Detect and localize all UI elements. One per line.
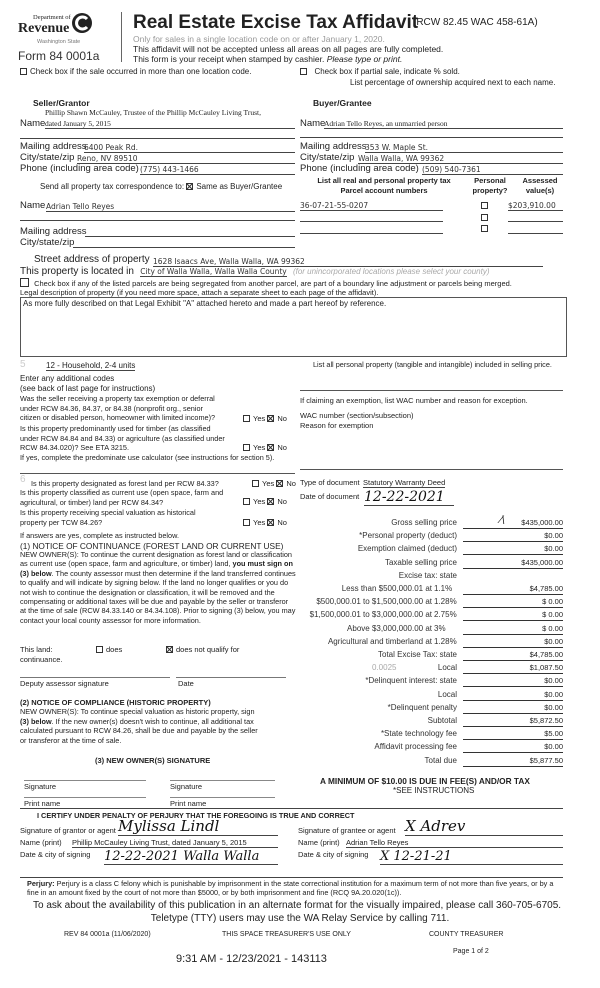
located-label: This property is located in xyxy=(20,266,134,277)
perjury-notice: Perjury: Perjury is a class C felony which is punishable by imprisonment in the state correctional institution for a maximum term of not more than five years, or by a fine in an amount fixed by the court of not more than $5000, or by both imprisonment and fine (RCQ 9A.20.020(1c)). xyxy=(27,879,554,897)
this-land-label: This land: xyxy=(20,645,53,654)
grantee-date-field[interactable]: X 12-21-21 xyxy=(380,849,563,865)
local-rate: 0.0025 xyxy=(372,663,397,673)
historic-question: Is this property receiving special valuation as historical property per TCW 84.26? xyxy=(20,508,196,527)
assessed-value[interactable]: $203,910.00 xyxy=(508,201,563,211)
current-use-question: Is this property classified as current use (open space, farm and agricultural, or timber) land per RCW 84.34? xyxy=(20,488,224,507)
does-checkbox[interactable]: does xyxy=(96,645,122,654)
tax-row-value[interactable]: $ 0.00 xyxy=(463,610,563,621)
street-label: Street address of property xyxy=(34,254,150,265)
deputy-signature-line[interactable] xyxy=(20,677,170,678)
tax-row-label: Local xyxy=(437,689,457,699)
same-as-buyer-checkbox[interactable] xyxy=(186,183,193,190)
doc-type-label: Type of document xyxy=(300,478,360,487)
seller-mailing-label: Mailing address xyxy=(20,141,87,152)
tax-row-label: Total due xyxy=(424,755,457,765)
tax-row-label: Less than $500,000.01 at xyxy=(341,584,432,593)
header-line-1: Only for sales in a single location code on or after January 1, 2020. xyxy=(133,34,385,44)
seller-heading: Seller/Grantor xyxy=(33,98,90,108)
located-row xyxy=(20,266,490,277)
seller-mailing-field[interactable]: 6400 Peak Rd. xyxy=(84,143,295,153)
located-field[interactable]: City of Walla Walla, Walla Walla County xyxy=(140,267,287,276)
street-field[interactable]: 1628 Isaacs Ave, Walla Walla, WA 99362 xyxy=(153,257,543,267)
buyer-name-field[interactable]: Adrian Tello Reyes, an unmarried person xyxy=(324,119,563,129)
rev-number: REV 84 0001a (11/06/2020) xyxy=(64,931,151,938)
additional-codes-label: Enter any additional codes xyxy=(20,374,115,383)
recording-stamp: 9:31 AM - 12/23/2021 - 143113 xyxy=(176,953,327,965)
grantor-name-label: Name (print) xyxy=(20,838,62,847)
section-5-number: 5 xyxy=(20,359,26,370)
tax-row-label: *State technology fee xyxy=(380,729,457,739)
divider xyxy=(300,390,563,391)
print-name-line[interactable] xyxy=(24,797,146,798)
header-divider xyxy=(121,12,122,62)
tax-row-label: Local xyxy=(437,663,457,673)
section-6-number: 6 xyxy=(20,474,26,485)
tax-row-label: Subtotal xyxy=(427,716,457,725)
buyer-name-label: Name xyxy=(300,118,326,129)
seller-phone-field[interactable]: (775) 443-1466 xyxy=(140,165,295,175)
tax-row-value[interactable]: $0.00 xyxy=(463,703,563,714)
exemption-yes-no[interactable]: Yes No xyxy=(243,414,287,423)
seller-city-field[interactable]: Reno, NV 89510 xyxy=(77,154,295,164)
logo-main: Revenue xyxy=(18,21,70,36)
tax-row-label: *Delinquent interest: state xyxy=(365,676,457,686)
corr-city-field[interactable] xyxy=(73,247,295,248)
grantor-sig-label: Signature of grantor or agent xyxy=(20,826,116,835)
parcel-number[interactable] xyxy=(300,232,443,234)
divider xyxy=(300,137,563,138)
header-line-3: This form is your receipt when stamped by cashier. Please type or print. xyxy=(133,54,403,64)
timber-question: Is this property predominantly used for timber (as classified under RCW 84.84 and 84.33) or agriculture (as classified under RCW 84.34.020)? See ETA 3215. xyxy=(20,424,225,453)
corr-city-label: City/state/zip xyxy=(20,237,75,248)
buyer-city-label: City/state/zip xyxy=(300,152,355,163)
dor-swirl-icon xyxy=(70,11,94,35)
divider xyxy=(20,808,563,809)
logo-sub: Washington State xyxy=(37,39,81,45)
notice-continuance-text: NEW OWNER(S): To continue the current designation as forest land or classification as current use (open space, farm and agriculture, or timber) land, you must sign on (3) below. The county assessor must then determine if the land transferred continues to qualify and will indicate by signing below. If the land no longer qualifies or you do not wish to continue the designation or classification, it will be removed and the compensating or additional taxes will be due and payable by the seller or transferor at the time of sale (RCW 84.33.140 or 84.34.108). Prior to signing (3) below, you may contact your local county assessor for more information. xyxy=(20,550,296,625)
divider xyxy=(300,469,563,470)
forest-yes-no[interactable]: Yes No xyxy=(252,479,296,488)
divider xyxy=(20,138,295,139)
doc-date-field[interactable]: 12-22-2021 xyxy=(364,489,454,506)
tax-row-label: Affidavit processing fee xyxy=(374,742,457,752)
deputy-signature-label: Deputy assessor signature xyxy=(20,679,109,688)
partial-sale-checkbox[interactable]: Check box if partial sale, indicate % sold. xyxy=(300,67,460,76)
tax-rate: 1.28% xyxy=(434,636,457,646)
tax-row-label: $1,500,000.01 to $3,000,000.00 at xyxy=(309,610,432,620)
notice-compliance-title: (2) NOTICE OF COMPLIANCE (HISTORIC PROPERTY) xyxy=(20,698,211,707)
personal-property-checkbox[interactable] xyxy=(481,202,488,209)
seller-city-label: City/state/zip xyxy=(20,152,75,163)
tax-row-label: Agricultural and timberland at xyxy=(327,636,432,646)
multi-location-checkbox[interactable]: Check box if the sale occurred in more than one location code. xyxy=(20,67,251,76)
owner-signature-line[interactable] xyxy=(24,780,146,781)
tax-row-value[interactable]: $1,087.50 xyxy=(463,663,563,674)
page-number: Page 1 of 2 xyxy=(453,948,489,955)
alt-format-notice: To ask about the availability of this publication in an alternate format for the visually impaired, please call 360-705-6705. xyxy=(33,900,562,911)
grantee-sig-label: Signature of grantee or agent xyxy=(298,826,396,835)
buyer-city-field[interactable]: Walla Walla, WA 99362 xyxy=(358,154,563,164)
seller-phone-label: Phone (including area code) xyxy=(20,163,139,174)
checkbox-icon xyxy=(20,278,29,287)
tax-rate: 1.1% xyxy=(434,584,453,593)
tax-row-value[interactable]: $0.00 xyxy=(463,544,563,555)
tax-row-label: Exemption claimed (deduct) xyxy=(357,544,457,554)
tax-row-value[interactable]: $0.00 xyxy=(463,676,563,687)
grantor-signature[interactable]: Mylissa Lindl xyxy=(118,818,278,836)
reason-label: Reason for exemption xyxy=(300,421,374,430)
timber-yes-no[interactable]: Yes No xyxy=(243,443,287,452)
citation: (RCW 82.45 WAC 458-61A) xyxy=(413,17,538,28)
page-title: Real Estate Excise Tax Affidavit xyxy=(133,12,419,33)
tax-rate: 3% xyxy=(434,623,446,633)
form-number: Form 84 0001a xyxy=(18,49,100,63)
partial-sale-note: List percentage of ownership acquired next to each name. xyxy=(350,78,556,87)
tax-row-label: *Delinquent penalty xyxy=(387,702,457,712)
answers-instruction: If answers are yes, complete as instructed below. xyxy=(20,531,179,540)
buyer-mailing-field[interactable]: 353 W. Maple St. xyxy=(365,143,563,153)
owner-signature-line[interactable] xyxy=(170,780,275,781)
see-instructions: *SEE INSTRUCTIONS xyxy=(393,786,475,795)
tax-row-value[interactable]: $0.00 xyxy=(463,742,563,753)
grantor-date-label: Date & city of signing xyxy=(20,850,91,859)
parcel-number[interactable] xyxy=(300,220,443,222)
grantee-name-field[interactable]: Adrian Tello Reyes xyxy=(346,838,563,848)
personal-property-checkbox[interactable] xyxy=(481,225,488,232)
personal-property-label: List all personal property (tangible and intangible) included in selling price. xyxy=(313,360,552,369)
seller-name-line1[interactable]: Phillip Shawn McCauley, Trustee of the Phillip McCauley Living Trust, xyxy=(45,108,261,117)
grantee-name-label: Name (print) xyxy=(298,838,340,847)
tax-row-label: Gross selling price xyxy=(391,518,457,527)
grantor-name-field[interactable]: Phillip McCauley Living Trust, dated January 5, 2015 xyxy=(72,838,278,848)
buyer-mailing-label: Mailing address xyxy=(300,141,367,152)
tax-row-value[interactable]: $435,000.00 xyxy=(463,558,563,569)
predominate-use-note: If yes, complete the predominate use calculator (see instructions for section 5). xyxy=(20,453,275,462)
seller-name-label: Name xyxy=(20,118,46,129)
corr-name-field[interactable]: Adrian Tello Reyes xyxy=(46,202,295,212)
personal-header: Personal property? xyxy=(472,176,508,195)
buyer-phone-field[interactable]: (509) 540-7361 xyxy=(422,165,563,175)
county-treasurer: COUNTY TREASURER xyxy=(429,931,504,938)
tax-row-value[interactable]: $0.00 xyxy=(463,637,563,648)
doc-type-field[interactable]: Statutory Warranty Deed xyxy=(363,478,446,487)
historic-yes-no[interactable]: Yes No xyxy=(243,518,287,527)
grantor-date-field[interactable]: 12-22-2021 Walla Walla xyxy=(104,849,278,865)
corr-name-label: Name xyxy=(20,200,46,211)
divider xyxy=(20,877,563,878)
assessed-value[interactable] xyxy=(508,232,563,234)
wac-label: WAC number (section/subsection) xyxy=(300,411,414,420)
exemption-label: If claiming an exemption, list WAC number and reason for exception. xyxy=(300,396,528,405)
print-name-line[interactable] xyxy=(170,797,275,798)
treasurer-space: THIS SPACE TREASURER'S USE ONLY xyxy=(222,931,351,938)
corr-mailing-field[interactable] xyxy=(85,236,295,237)
tax-rate: 1.28% xyxy=(434,597,457,607)
tax-row-label: Above $3,000,000.00 at xyxy=(347,623,432,633)
new-owner-signature-title: (3) NEW OWNER(S) SIGNATURE xyxy=(95,756,211,765)
seller-name-field[interactable]: dated January 5, 2015 xyxy=(45,119,295,129)
tax-row-label: Taxable selling price xyxy=(384,557,457,567)
current-use-yes-no[interactable]: Yes No xyxy=(243,497,287,506)
parcel-header: List all real and personal property tax Parcel account numbers xyxy=(317,176,451,195)
logo-top: Department of xyxy=(33,14,71,21)
tax-row-label: $500,000.01 to $1,500,000.00 at xyxy=(316,597,432,607)
tax-row-value[interactable]: $5.00 xyxy=(463,729,563,740)
use-code-field[interactable]: 12 - Household, 2-4 units xyxy=(46,361,136,370)
tax-rate: 2.75% xyxy=(434,610,457,620)
assessed-header: Assessed value(s) xyxy=(522,176,558,195)
tax-row-value[interactable]: $0.00 xyxy=(463,531,563,542)
notice-continuance-title: (1) NOTICE OF CONTINUANCE (FOREST LAND OR CURRENT USE) xyxy=(20,541,284,551)
assessed-value[interactable] xyxy=(508,220,563,222)
doc-date-label: Date of document xyxy=(300,492,360,501)
corr-extra-line[interactable] xyxy=(20,220,295,221)
divider xyxy=(20,473,295,474)
tax-row-value[interactable]: $ 0.00 xyxy=(463,597,563,608)
signature-label: Signature xyxy=(24,782,57,791)
legal-label: Legal description of property (if you need more space, attach a separate sheet to each page of the affidavit). xyxy=(20,288,379,297)
does-not-checkbox[interactable]: does not qualify for xyxy=(166,645,239,654)
certify-title: I CERTIFY UNDER PENALTY OF PERJURY THAT THE FOREGOING IS TRUE AND CORRECT xyxy=(37,811,355,820)
handwritten-mark: ⁄\ xyxy=(500,515,506,526)
print-name-label: Print name xyxy=(170,799,207,808)
tax-row-label: Excise tax: state xyxy=(398,570,457,580)
deputy-date-line[interactable] xyxy=(176,677,286,678)
header-line-2: This affidavit will not be accepted unless all areas on all pages are fully completed. xyxy=(133,44,444,54)
tax-row-value[interactable]: $5,877.50 xyxy=(463,756,563,767)
tax-row-label: *Personal property (deduct) xyxy=(359,531,457,541)
checkbox-icon xyxy=(20,68,27,75)
continuance-label: continuance. xyxy=(20,655,63,664)
legal-description-field[interactable]: As more fully described on that Legal Exhibit "A" attached hereto and made a part hereof by reference. xyxy=(20,297,567,357)
forest-land-question: Is this property designated as forest land per RCW 84.33? xyxy=(31,479,219,488)
corr-mailing-label: Mailing address xyxy=(20,226,87,237)
tax-row-value[interactable]: $ 0.00 xyxy=(463,624,563,635)
exemption-question: Was the seller receiving a property tax exemption or deferral under RCW 84.36, 84.37, or 84.38 (nonprofit org., senior citizen or disabled person, homeowner with limited income)? xyxy=(20,394,216,423)
tax-row-value[interactable]: $4,785.00 xyxy=(463,650,563,661)
tax-row-value[interactable]: $435,000.00 xyxy=(463,518,563,529)
grantee-date-label: Date & city of signing xyxy=(298,850,369,859)
grantee-signature[interactable]: X Adrev xyxy=(405,818,563,836)
print-name-label: Print name xyxy=(24,799,61,808)
additional-codes-hint: (see back of last page for instructions) xyxy=(20,384,156,393)
buyer-heading: Buyer/Grantee xyxy=(313,98,372,108)
tax-row-value[interactable]: $0.00 xyxy=(463,690,563,701)
parcel-number[interactable]: 36-07-21-55-0207 xyxy=(300,201,443,211)
tax-row-label: Total Excise Tax: state xyxy=(378,650,457,659)
correspondence-label: Send all property tax correspondence to: Same as Buyer/Grantee xyxy=(40,182,283,191)
buyer-phone-label: Phone (including area code) xyxy=(300,163,419,174)
tax-row-value[interactable]: $5,872.50 xyxy=(463,716,563,727)
tax-row-value[interactable]: $4,785.00 xyxy=(463,584,563,595)
segregated-checkbox[interactable]: Check box if any of the listed parcels are being segregated from another parcel, are part of a boundary line adjustment or parcels being merged. xyxy=(20,278,512,288)
located-hint: (for unincorporated locations please select your county) xyxy=(292,267,490,276)
notice-compliance-text: NEW OWNER(S): To continue special valuation as historic property, sign (3) below. If the new owner(s) doesn't wish to continue, all additional tax calculated pursuant to RCW 84.26, shall be due and payable by the seller or transferor at the time of sale. xyxy=(20,707,258,745)
signature-label: Signature xyxy=(170,782,203,791)
personal-property-checkbox[interactable] xyxy=(481,214,488,221)
checkbox-icon xyxy=(300,68,307,75)
deputy-date-label: Date xyxy=(178,679,194,688)
minimum-notice: A MINIMUM OF $10.00 IS DUE IN FEE(S) AND/OR TAX xyxy=(320,776,530,786)
tty-notice: Teletype (TTY) users may use the WA Relay Service by calling 711. xyxy=(150,913,450,924)
